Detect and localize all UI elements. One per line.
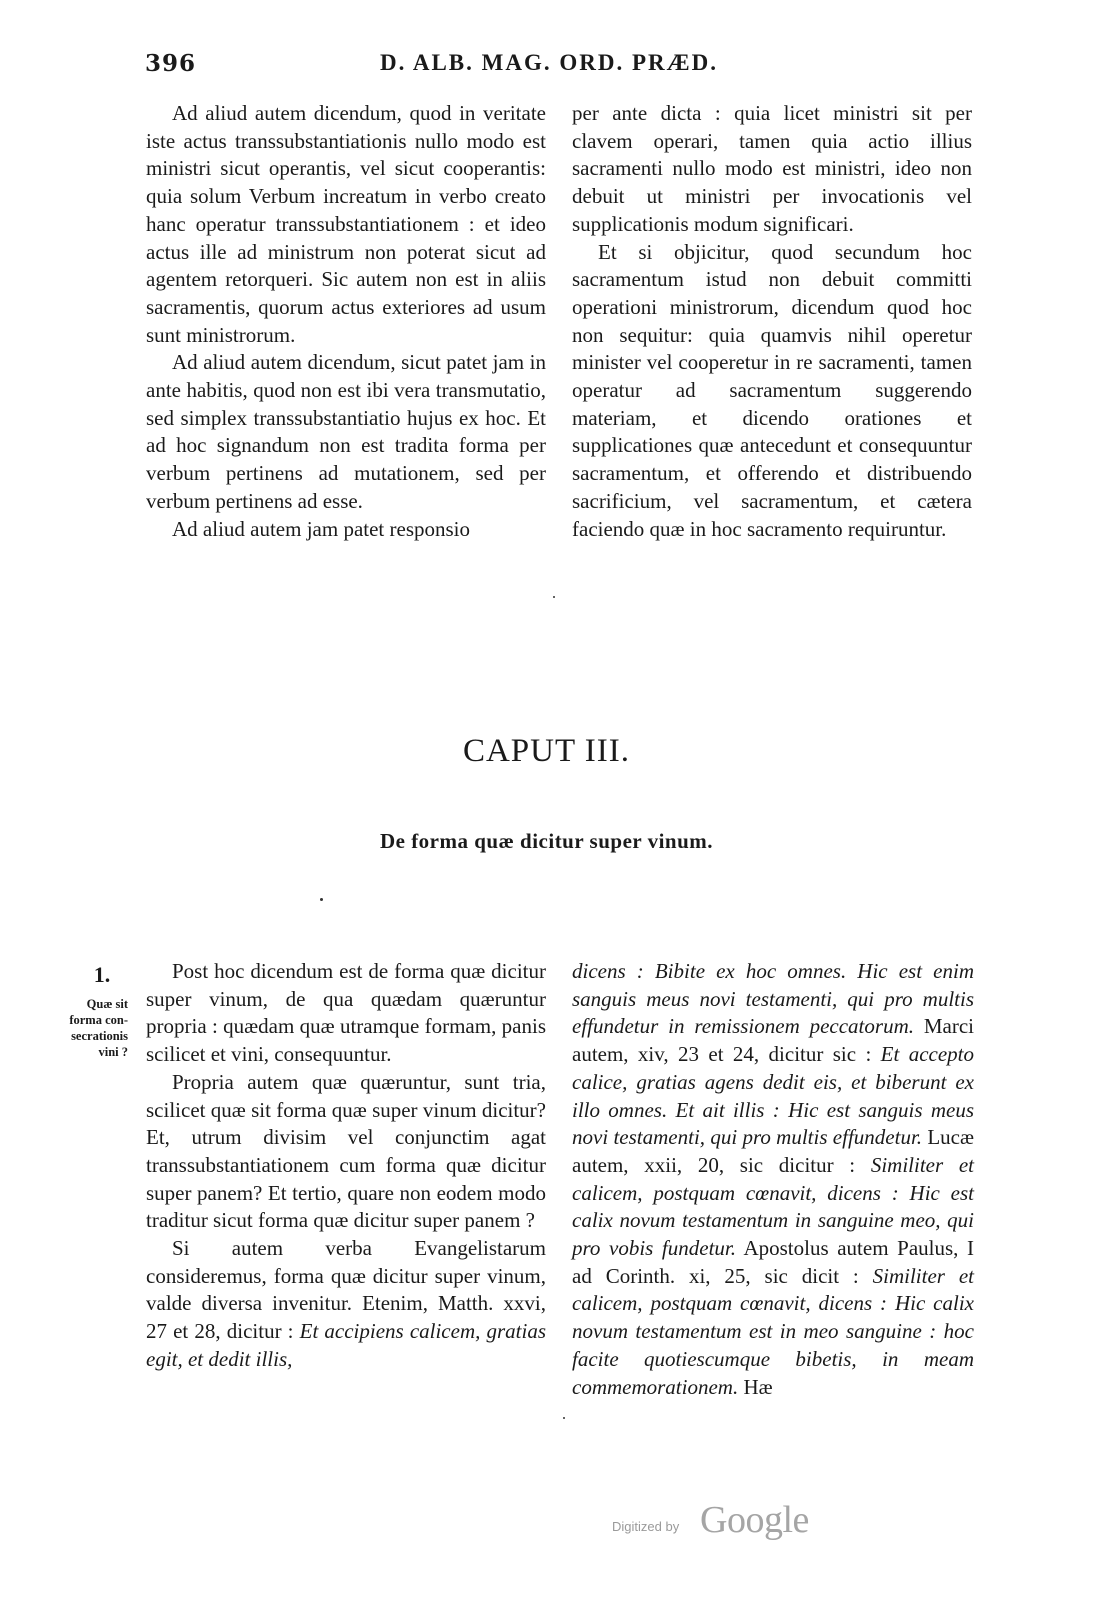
scripture-quote: Et accepto calice, gratias agens dedit eis, et biberunt ex illo omnes. Et ait illis : Hic est sanguis meus novi testamenti, qui pro multis effundetur.: [572, 1042, 974, 1150]
paragraph: per ante dicta : quia licet ministri sit per clavem operari, tamen quia actio illius sacramenti nullo modo est ministri, ideo non debuit ut ministri per invocationis vel supplicationis modum significari.: [572, 101, 972, 236]
watermark-small-text: Digitized by: [612, 1519, 680, 1534]
speck: [563, 1417, 565, 1419]
margin-note-line: secrationis: [71, 1029, 128, 1043]
bottom-right-column: [572, 958, 974, 1401]
bottom-left-column: [146, 958, 546, 1374]
speck: [320, 898, 323, 901]
google-logo: Google: [700, 1499, 809, 1541]
paragraph: Et si objicitur, quod secundum hoc sacramentum istud non debuit committi operationi ministrorum, dicendum quod hoc non sequitur: quia quamvis nihil operetur minister vel cooperetur in re sacramenti, tamen operatur ad sacramentum suggerendo materiam, et dicendo orationes et supplicationes quæ antecedunt et consequuntur sacramentum, et offerendo et distribuendo sacrificium, vel sacramentum, et cætera faciendo quæ in hoc sacramento requiruntur.: [572, 239, 972, 541]
scripture-quote: Similiter et calicem, postquam cœnavit, dicens : Hic est calix novum testamentum in sanguine meo, qui pro vobis fundetur.: [572, 1152, 974, 1261]
text-run: Apostolus autem Paulus, I ad Corinth. xi, 25, sic dicit :: [572, 1236, 974, 1288]
text-run: Marci autem, xiv, 23 et 24, dicitur sic :: [572, 1014, 974, 1067]
text-run: Lucæ autem, xxii, 20, sic dicitur :: [572, 1125, 975, 1177]
page-number: 396: [145, 50, 197, 77]
top-left-column: [146, 100, 546, 543]
chapter-title: CAPUT III.: [462, 733, 631, 769]
margin-note-line: Quæ sit: [86, 997, 128, 1011]
text-run: Si autem verba Evangelistarum consideremus, forma quæ dicitur super vinum, valde diversa invenitur. Etenim, Matth. xxvi, 27 et 28, dicitur :: [146, 1236, 546, 1344]
paragraph: [572, 958, 974, 1401]
paragraph: Propria autem quæ quæruntur, sunt tria, scilicet quæ sit forma quæ super vinum dicitur? Et, utrum divisim vel conjunctim agat transsubstantiationem cum forma quæ dicitur super panem? Et tertio, quare non eodem modo traditur sicut forma quæ dicitur super panem ?: [146, 1069, 546, 1233]
chapter-subtitle: De forma quæ dicitur super vinum.: [379, 829, 714, 853]
text-run: Hæ: [738, 1374, 773, 1399]
scripture-quote: Similiter et calicem, postquam cœnavit, dicens : Hic calix novum testamentum est in meo sanguine : hoc facite quotiescumque bibetis, in meam commemorationem.: [572, 1263, 974, 1399]
margin-note-line: forma con-: [69, 1013, 128, 1027]
paragraph: [146, 1235, 546, 1374]
paragraph: Post hoc dicendum est de forma quæ dicitur super vinum, de qua quædam quæruntur propria : quædam quæ utramque formam, panis scilicet et vini, consequuntur.: [146, 959, 546, 1067]
scripture-quote: dicens : Bibite ex hoc omnes. Hic est enim sanguis meus novi testamenti, qui pro multis effundetur in remissionem peccatorum.: [572, 959, 974, 1039]
margin-note-line: vini ?: [98, 1045, 128, 1059]
running-head: D. ALB. MAG. ORD. PRÆD.: [380, 50, 718, 75]
page-header: [0, 50, 1093, 90]
paragraph: Ad aliud autem dicendum, quod in veritate iste actus transsubstantiationis nullo modo est ministri sicut operantis, vel sicut cooperantis: quia solum Verbum increatum in verbo creato hanc operatur transsubstantiationem : et ideo actus ille ad ministrum non poterat sicut ad agentem retorqueri. Sic autem non est in aliis sacramentis, quorum actus exteriores ad usum sunt ministrorum.: [146, 101, 546, 347]
margin-number: 1.: [93, 962, 111, 987]
scripture-quote: Et accipiens calicem, gratias egit, et dedit illis,: [146, 1319, 546, 1371]
top-right-column: [572, 100, 972, 543]
paragraph: Ad aliud autem jam patet responsio: [172, 516, 471, 541]
paragraph: Ad aliud autem dicendum, sicut patet jam in ante habitis, quod non est ibi vera transmutatio, sed simplex transsubstantiatio hujus ex hoc. Et ad hoc signandum non est tradita forma per verbum pertinens ad mutationem, sed per verbum pertinens ad esse.: [146, 350, 546, 513]
digitized-watermark: [612, 1499, 832, 1546]
margin-note: [52, 996, 128, 1060]
speck: [553, 596, 555, 598]
